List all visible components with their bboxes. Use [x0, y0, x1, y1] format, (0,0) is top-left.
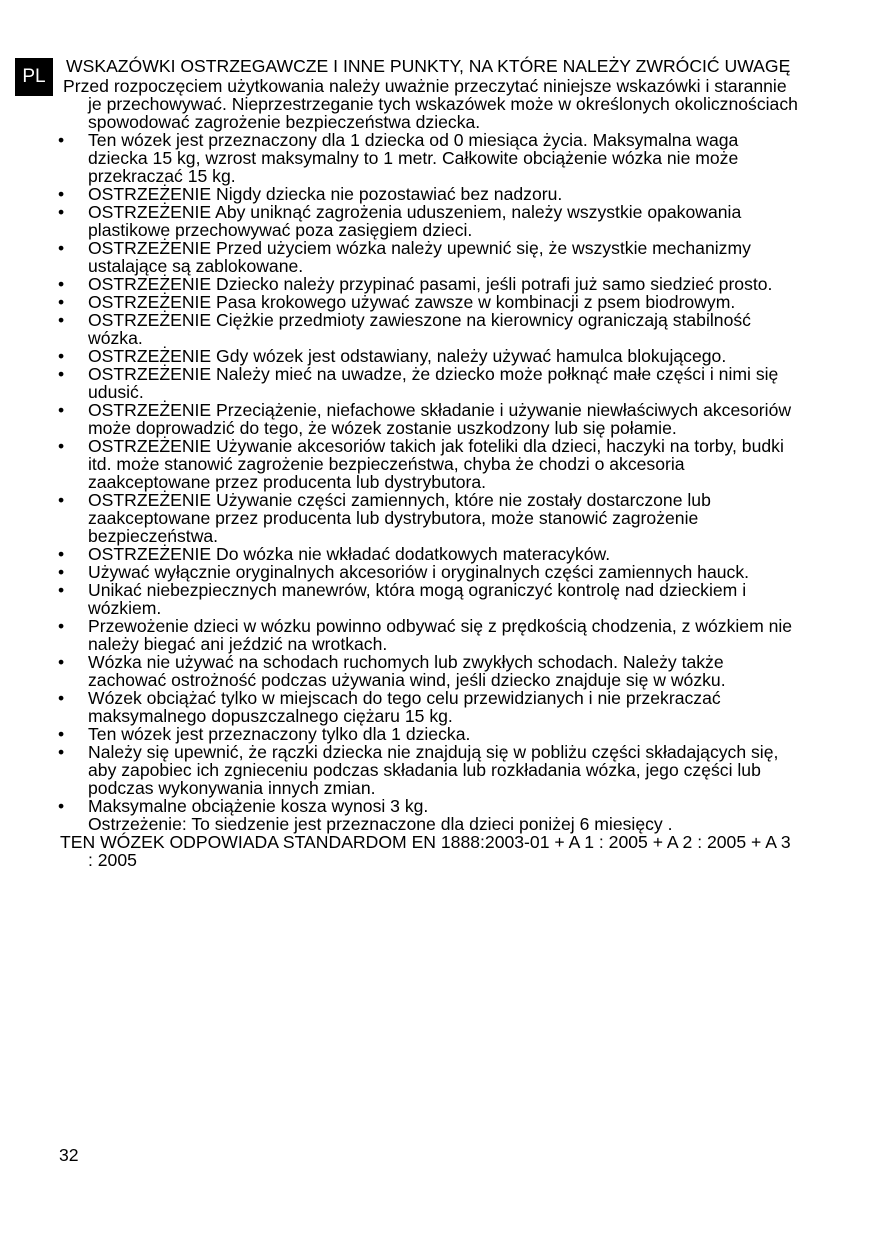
bullet-icon: •: [58, 436, 65, 456]
list-item-text: Przewożenie dzieci w wózku powinno odbywać się z prędkością chodzenia, z wózkiem nie należy biegać ani jeździć na wrotkach.: [88, 616, 793, 654]
list-item: [60, 131, 800, 185]
list-item-text: Maksymalne obciążenie kosza wynosi 3 kg.: [88, 796, 429, 816]
list-item: [60, 347, 800, 365]
list-item-text: OSTRZEŻENIE Należy mieć na uwadze, że dziecko może połknąć małe części i nimi się udusić.: [88, 364, 779, 402]
list-item: [60, 797, 800, 815]
list-item-text: OSTRZEŻENIE Przeciążenie, niefachowe składanie i używanie niewłaściwych akcesoriów może doprowadzić do tego, że wózek zostanie uszkodzony lub się połamie.: [88, 400, 792, 438]
list-item-text: OSTRZEŻENIE Aby uniknąć zagrożenia uduszeniem, należy wszystkie opakowania plastikowe przechowywać poza zasięgiem dzieci.: [88, 202, 742, 240]
list-item: [60, 725, 800, 743]
intro-paragraph: Przed rozpoczęciem użytkowania należy uważnie przeczytać niniejsze wskazówki i starannie je przechowywać. Nieprzestrzeganie tych wskazówek może w określonych okolicznościach spowodować zagrożenie bezpieczeństwa dziecka.: [63, 76, 798, 132]
list-item-text: Wózek obciążać tylko w miejscach do tego celu przewidzianych i nie przekraczać maksymalnego dopuszczalnego ciężaru 15 kg.: [88, 688, 721, 726]
bullet-icon: •: [58, 130, 65, 150]
list-item-text: OSTRZEŻENIE Używanie akcesoriów takich jak foteliki dla dzieci, haczyki na torby, budki itd. może stanowić zagrożenie bezpieczeństwa, chyba że chodzi o akcesoria zaakceptowane przez producenta lub dystrybutora.: [88, 436, 784, 492]
list-item: [60, 203, 800, 239]
seat-age-note: Ostrzeżenie: To siedzenie jest przeznaczone dla dzieci poniżej 6 miesięcy .: [88, 814, 673, 834]
list-item: [60, 437, 800, 491]
bullet-icon: •: [58, 184, 65, 204]
list-item-text: OSTRZEŻENIE Przed użyciem wózka należy upewnić się, że wszystkie mechanizmy ustalające są zablokowane.: [88, 238, 751, 276]
bullet-icon: •: [58, 274, 65, 294]
list-item: [60, 275, 800, 293]
bullet-icon: •: [58, 724, 65, 744]
list-item: [60, 581, 800, 617]
bullet-icon: •: [58, 364, 65, 384]
list-item-text: Ten wózek jest przeznaczony dla 1 dziecka od 0 miesiąca życia. Maksymalna waga dziecka 15 kg, wzrost maksymalny to 1 metr. Całkowite obciążenie wózka nie może przekraczać 15 kg.: [88, 130, 739, 186]
bullet-icon: •: [58, 400, 65, 420]
list-item-text: Należy się upewnić, że rączki dziecka nie znajdują się w pobliżu części składających się, aby zapobiec ich zgnieceniu podczas składania lub rozkładania wózka, jego części lub podczas wykonywania innych zmian.: [88, 742, 779, 798]
list-item: [60, 545, 800, 563]
list-item-text: Unikać niebezpiecznych manewrów, która mogą ograniczyć kontrolę nad dzieckiem i wózkiem.: [88, 580, 747, 618]
list-item: [60, 311, 800, 347]
list-item-text: OSTRZEŻENIE Używanie części zamiennych, które nie zostały dostarczone lub zaakceptowane przez producenta lub dystrybutora, może stanowić zagrożenie bezpieczeństwa.: [88, 490, 711, 546]
bullet-icon: •: [58, 202, 65, 222]
list-item: [60, 365, 800, 401]
warnings-section: [60, 57, 800, 869]
list-item: [60, 491, 800, 545]
list-item: [60, 743, 800, 797]
list-item: [60, 293, 800, 311]
bullet-icon: •: [58, 310, 65, 330]
bullet-icon: •: [58, 652, 65, 672]
warnings-list: [60, 131, 800, 815]
bullet-icon: •: [58, 616, 65, 636]
list-item-text: Ten wózek jest przeznaczony tylko dla 1 dziecka.: [88, 724, 471, 744]
list-item-text: OSTRZEŻENIE Nigdy dziecka nie pozostawiać bez nadzoru.: [88, 184, 563, 204]
bullet-icon: •: [58, 688, 65, 708]
list-item: [60, 185, 800, 203]
list-item-text: OSTRZEŻENIE Pasa krokowego używać zawsze w kombinacji z psem biodrowym.: [88, 292, 736, 312]
list-item: [60, 653, 800, 689]
list-item: [60, 689, 800, 725]
list-item-text: OSTRZEŻENIE Dziecko należy przypinać pasami, jeśli potrafi już samo siedzieć prosto.: [88, 274, 773, 294]
bullet-icon: •: [58, 580, 65, 600]
standards-statement: TEN WÓZEK ODPOWIADA STANDARDOM EN 1888:2003-01 + A 1 : 2005 + A 2 : 2005 + A 3 : 2005: [60, 832, 791, 870]
bullet-icon: •: [58, 544, 65, 564]
bullet-icon: •: [58, 346, 65, 366]
list-item: [60, 617, 800, 653]
bullet-icon: •: [58, 562, 65, 582]
section-heading: WSKAZÓWKI OSTRZEGAWCZE I INNE PUNKTY, NA KTÓRE NALEŻY ZWRÓCIĆ UWAGĘ: [66, 56, 791, 76]
list-item-text: Wózka nie używać na schodach ruchomych lub zwykłych schodach. Należy także zachować ostrożność podczas używania wind, jeśli dziecko znajduje się w wózku.: [88, 652, 726, 690]
bullet-icon: •: [58, 238, 65, 258]
page-number: 32: [59, 1145, 79, 1165]
bullet-icon: •: [58, 292, 65, 312]
list-item: [60, 563, 800, 581]
list-item-text: OSTRZEŻENIE Gdy wózek jest odstawiany, należy używać hamulca blokującego.: [88, 346, 727, 366]
bullet-icon: •: [58, 742, 65, 762]
list-item-text: OSTRZEŻENIE Ciężkie przedmioty zawieszone na kierownicy ograniczają stabilność wózka.: [88, 310, 751, 348]
bullet-icon: •: [58, 796, 65, 816]
language-badge: PL: [15, 58, 53, 96]
list-item-text: Używać wyłącznie oryginalnych akcesoriów i oryginalnych części zamiennych hauck.: [88, 562, 750, 582]
list-item-text: OSTRZEŻENIE Do wózka nie wkładać dodatkowych materacyków.: [88, 544, 611, 564]
list-item: [60, 239, 800, 275]
bullet-icon: •: [58, 490, 65, 510]
list-item: [60, 401, 800, 437]
